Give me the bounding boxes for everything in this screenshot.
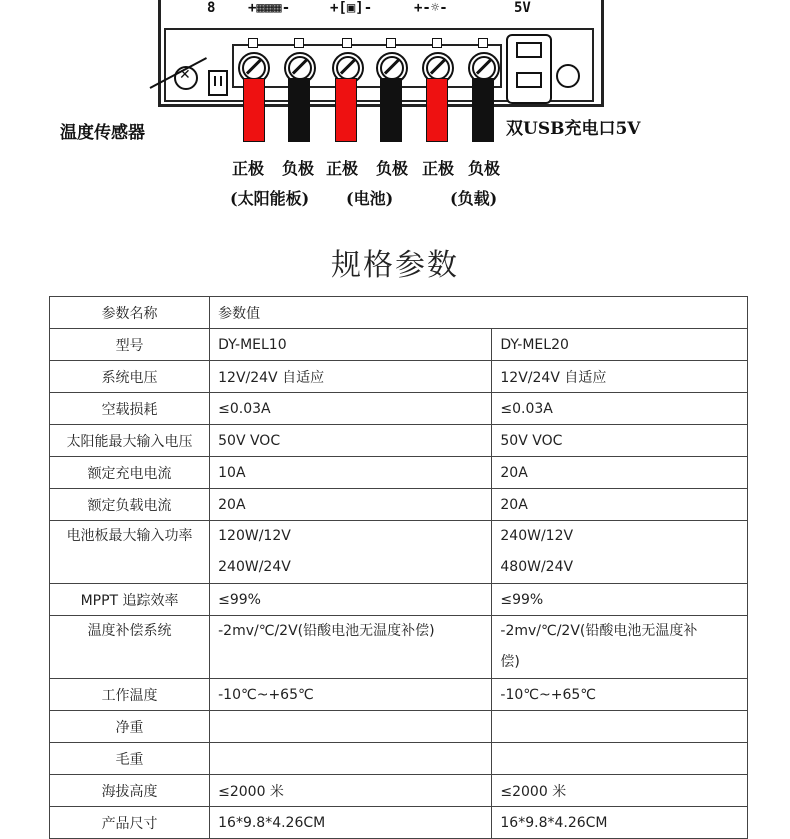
terminal-tab: [386, 38, 396, 48]
load-label: (负载): [450, 189, 498, 208]
terminal-tab: [432, 38, 442, 48]
table-row: [50, 393, 748, 425]
row-value-mel10: [210, 711, 492, 743]
table-header-row: [50, 297, 748, 329]
row-value-mel10: 16*9.8*4.26CM: [210, 807, 492, 839]
row-value-mel10: 10A: [210, 457, 492, 489]
row-key: 额定负载电流: [50, 489, 210, 521]
row-value-mel20: DY-MEL20: [492, 329, 748, 361]
table-row: [50, 584, 748, 616]
row-value-mel20: 16*9.8*4.26CM: [492, 807, 748, 839]
row-value-mel10: [210, 521, 492, 584]
table-row: [50, 489, 748, 521]
row-value-mel20: [492, 743, 748, 775]
usb-port-icon: [516, 72, 542, 88]
usb-voltage-label: 5V: [514, 0, 531, 16]
load-positive-wire: [426, 78, 448, 142]
row-value-line: 偿): [500, 654, 520, 670]
row-value-mel20: [492, 711, 748, 743]
usb-port-housing: [506, 34, 552, 104]
solar-panel-icon: +▦▦▦-: [248, 0, 291, 16]
header-key-cell: 参数名称: [50, 297, 210, 329]
usb-port-icon: [516, 42, 542, 58]
thermometer-icon: 8: [207, 0, 216, 16]
table-row: [50, 711, 748, 743]
row-key: 太阳能最大输入电压: [50, 425, 210, 457]
table-row: [50, 743, 748, 775]
table-row: [50, 521, 748, 584]
row-value-mel20: [492, 521, 748, 584]
row-value-mel20: 50V VOC: [492, 425, 748, 457]
load-positive-label: 正极: [422, 159, 455, 178]
table-row: [50, 457, 748, 489]
row-key: 温度补偿系统: [50, 616, 210, 679]
row-value-mel20: ≤2000 米: [492, 775, 748, 807]
row-value-line: -2mv/℃/2V(铅酸电池无温度补: [500, 623, 698, 639]
row-key: MPPT 追踪效率: [50, 584, 210, 616]
terminal-block: [232, 44, 502, 88]
row-value-mel10: -10℃~+65℃: [210, 679, 492, 711]
row-key: 产品尺寸: [50, 807, 210, 839]
row-key: 毛重: [50, 743, 210, 775]
row-key: 空载损耗: [50, 393, 210, 425]
load-negative-wire: [472, 78, 494, 142]
load-negative-label: 负极: [468, 159, 501, 178]
solar-positive-wire: [243, 78, 265, 142]
row-value-mel10: 50V VOC: [210, 425, 492, 457]
solar-positive-label: 正极: [232, 159, 265, 178]
row-value-mel10: [210, 743, 492, 775]
table-row: [50, 361, 748, 393]
row-value-line: 120W/12V: [218, 528, 291, 544]
row-value-mel10: [210, 616, 492, 679]
row-key: 海拔高度: [50, 775, 210, 807]
solar-negative-wire: [288, 78, 310, 142]
row-key: 型号: [50, 329, 210, 361]
row-value-mel10: 20A: [210, 489, 492, 521]
row-value-mel20: [492, 616, 748, 679]
row-value-mel10: ≤99%: [210, 584, 492, 616]
battery-negative-label: 负极: [376, 159, 409, 178]
battery-negative-wire: [380, 78, 402, 142]
row-value-mel10: ≤2000 米: [210, 775, 492, 807]
usb-port-screw-icon: [556, 64, 580, 88]
battery-positive-label: 正极: [326, 159, 359, 178]
table-row: [50, 616, 748, 679]
table-row: [50, 329, 748, 361]
wiring-diagram: [0, 0, 790, 230]
row-value-line: 480W/24V: [500, 559, 574, 575]
battery-icon: +[▣]-: [330, 0, 373, 16]
table-row: [50, 775, 748, 807]
table-row: [50, 679, 748, 711]
temperature-sensor-port: [208, 70, 228, 96]
terminal-tab: [294, 38, 304, 48]
row-value-mel20: 20A: [492, 457, 748, 489]
row-value-mel10: ≤0.03A: [210, 393, 492, 425]
row-value-line: -2mv/℃/2V(铅酸电池无温度补偿): [218, 623, 435, 639]
terminal-tab: [248, 38, 258, 48]
row-value-mel20: 12V/24V 自适应: [492, 361, 748, 393]
row-key: 电池板最大输入功率: [50, 521, 210, 584]
row-key: 系统电压: [50, 361, 210, 393]
dual-usb-label: 双USB充电口5V: [506, 119, 641, 139]
row-value-line: 240W/12V: [500, 528, 574, 544]
spec-table: [49, 296, 748, 839]
row-key: 额定充电电流: [50, 457, 210, 489]
temp-sensor-label: 温度传感器: [60, 123, 145, 143]
battery-label: (电池): [346, 189, 394, 208]
battery-positive-wire: [335, 78, 357, 142]
row-value-mel20: ≤0.03A: [492, 393, 748, 425]
solar-panel-label: (太阳能板): [230, 189, 310, 208]
table-row: [50, 807, 748, 839]
row-value-mel10: DY-MEL10: [210, 329, 492, 361]
row-value-mel20: ≤99%: [492, 584, 748, 616]
solar-negative-label: 负极: [282, 159, 315, 178]
row-value-mel20: -10℃~+65℃: [492, 679, 748, 711]
row-key: 净重: [50, 711, 210, 743]
header-value-cell: 参数值: [210, 297, 748, 329]
row-key: 工作温度: [50, 679, 210, 711]
page-title: 规格参数: [331, 248, 459, 283]
row-value-mel20: 20A: [492, 489, 748, 521]
terminal-tab: [342, 38, 352, 48]
row-value-mel10: 12V/24V 自适应: [210, 361, 492, 393]
terminal-tab: [478, 38, 488, 48]
row-value-line: 240W/24V: [218, 559, 291, 575]
table-row: [50, 425, 748, 457]
lamp-icon: +-☼-: [414, 0, 448, 16]
